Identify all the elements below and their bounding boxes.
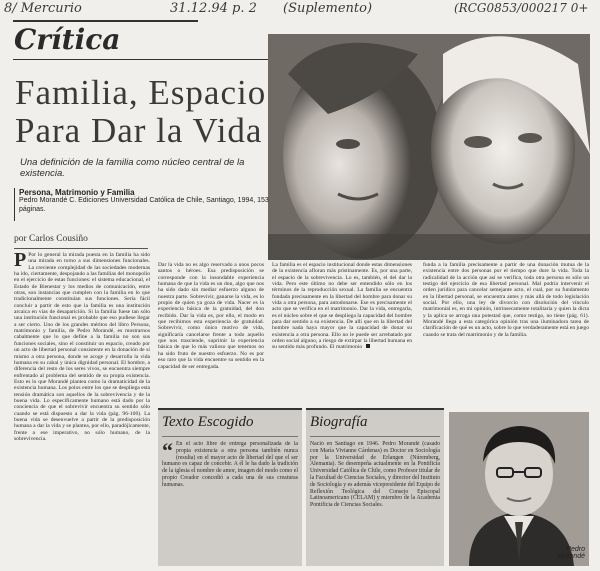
body-text-1: Por lo general la mirada puesta en la familia ha sido una mirada en torno a sus dimensiones funcionales. La creciente complejidad de las sociedades modernas ha ido, ciertamente, despojando a las familias del monopolio en el ejercicio de estas funciones: el sistema educacional, el Estado de Bienestar y los medios de comunicación, entre otras, son instancias que cumplen con la familia en lo que tradicionalmente constituían sus funciones. Sería fácil concluir a partir de esto que la familia es una institución arcaica en vías de desaparición. Si la familia fuese tan sólo una institución funcional es probable que eso pudiese llegar a ser cierto. Uno de los grandes méritos del libro Persona, matrimonio y familia, de Pedro Morandé, es mostrarnos cabalmente que lo que define a la familia no son sus funciones sociales, sino el constituir un espacio, creado por un acto de libertad personal consistente en la donación de sí mismo a otra persona, donde se acoge y desarrolla la vida humana en su cabal y única dignidad personal. El hombre, a diferencia del resto de los seres vivos, se encuentra siempre enfrentado al problema del sentido de su propia existencia. Esto es lo que Morandé plantea como la dramaticidad de la existencia humana. Los polos entre los que se despliega esta tensión dramática son aquellos de la sobrevivencia y de la buena vida. Lo específicamente humano está dado por la conciencia de que el sobrevivir encuentra su sentido sólo cuando se está dispuesto a dar la vida (pág. 96-100). La buena vida se desenvuelve a partir de la predisposición humana a dar la vida y se plantea, por ello, paradójicamente, frente a ese imperativo, no sólo humano, de la sobrevivencia. [14,252,150,442]
deck: Una definición de la familia como núcleo central de la existencia. [20,157,245,179]
book-info-bar [14,188,15,221]
sidebar-bio-title: Biografía [310,414,368,430]
author-portrait [449,412,589,566]
sidebar-texto-escogido [158,408,302,566]
body-text-3: La familia es el espacio institucional donde estas dimensiones de la existencia afloran más prístinamente. Es, por una parte, el espacio de la sobrevivencia. Lo es, también, el del dar la vida. Pero este último no debe ser entendido sólo en los términos de la reproducción sexual. La familia se encuentra fundada precisamente en la libertad del hombre para donar su vida a otra persona, para autodonarse. Ese es precisamente el acto que se verifica en el matrimonio. Dar la vida, entregarla, es el núcleo sobre el que se despliega la capacidad del hombre para dar sentido a su existencia. De allí que en la libertad del hombre nada haya mayor que la capacidad de donar su existencia a otra persona. Ello no le puede ser arrebatado por orden social alguno, a riesgo de extirpar la libertad humana en su sentido más profundo. El matrimonio [272,262,412,351]
body-column-4 [423,262,589,405]
sidebar-biografia [306,408,444,566]
sidebar-texto-body [162,441,298,561]
book-details: Pedro Morandé C. Ediciones Universidad Católica de Chile, Santiago, 1994, 153 páginas. [19,197,269,213]
sidebar-bio-body [310,441,440,561]
section-label: Crítica [14,23,121,56]
sidebar-bio-rule [306,408,444,410]
sidebar-bio-text: Nació en Santiago en 1946. Pedro Morandé (casado con María Vivianne Cárdenas) es Doctor en Sociología por la Universidad de Erlangen (Núremberg, Alemania). Se desempeña actualmente en la Pontificia Universidad Católica de Chile, como Profesor titular de la Facultad de Ciencias Sociales, y director del Instituto de Sociología y es además vicepresidente del Equipo de Reflexión Teológica del Consejo Episcopal Latinoamericano (CELAM) y miembro de la Academia Pontificia de Ciencias Sociales. [310,441,440,509]
handwritten-date: 31.12.94 p. 2 [170,1,257,16]
body-column-1 [14,252,150,566]
headline-line-2: Para Dar la Vida [15,111,263,150]
byline: por Carlos Cousiño [14,234,88,244]
headline-line-1: Familia, Espacio [15,73,267,112]
handwritten-reference: (RCG0853/000217 0+ [454,1,589,15]
headline [15,74,266,150]
book-title: Persona, Matrimonio y Familia [19,188,135,197]
sidebar-bio-title-rule [310,436,440,437]
body-text-4: funda a la familia precisamente a partir de una donación mutua de la existencia entre dos personas por el tiempo que dure la vida. Toda la radicalidad de la acción que así se verifica, toda otra persona es sólo un testigo del ejercicio de esa libertad personal. Mal podría intervenir el orden jurídico para cancelar semejante acto, el cual, por su fundamento en la libertad personal, se encuentra antes y más allá de todo legislación social. Por ello, una ley de divorcio con disolución del vínculo matrimonial es, en mi opinión, intrínsecamente totalitaria y quien la dicta y la aplica se arroga una potestad que, como testigo, no tiene (pág. 61). Morandé llega a esta categórica opinión tras una iluminadora tarea de clarificación de qué es un acto, sobre lo que verdaderamente está en juego cuando se trata del matrimonio y de la familia. [423,262,589,338]
illustration-figures [268,34,590,260]
handwritten-section: (Suplemento) [283,1,373,16]
sidebar-texto-text: En el acto libre de entrega personalizada de la propia existencia a otra persona también nunca (resulta) en el mayor acto de libertad del que el ser humano es capaz de concebir. A él le ha dado la tradición de la iglesia el nombre de amor, imagen del modo como el propio Creador concedió a cada una de sus creaturas humanas. [162,441,298,488]
sidebar-texto-rule [158,408,302,410]
book-info [19,188,269,214]
photo-caption: Pedro Morandé [557,546,585,560]
sidebar-texto-title: Texto Escogido [162,414,254,430]
author-photo [449,412,589,566]
end-mark [366,344,370,348]
body-column-2 [158,262,264,405]
section-underline [13,59,268,60]
section-rule [13,20,198,22]
body-text-2: Dar la vida no es algo reservado a unos pocos santos o héroes. Esa predisposición se corresponde con la insondable experiencia humana de que la vida es un don, algo que nos ha sido dado sin mediar esfuerzo alguno de nuestra parte. Sobrevivir, ganarse la vida, es lo propio de quien ya goza de vida. Nacer es la experiencia básica de la gratuidad, del don recibido. Dar la vida es, por ello, el modo en que recibimos esta experiencia de gratuidad. Sobrevivir, como único motivo de vida, significaría cancelarse frente a todo aquello que nos trasciende, suprimir la experiencia básica de que lo más valioso que tenemos no ha sido fruto de nuestro esfuerzo. No es por eso raro que la vida encuentre su sentido en la capacidad de ser entregada. [158,262,264,370]
handwritten-publication: 8/ Mercurio [4,1,82,16]
quote-mark-icon: “ [162,441,173,463]
byline-rule [14,248,148,249]
cover-illustration [268,34,590,260]
drop-cap: P [14,252,27,271]
sidebar-texto-title-rule [162,436,298,437]
body-column-3 [272,262,412,405]
